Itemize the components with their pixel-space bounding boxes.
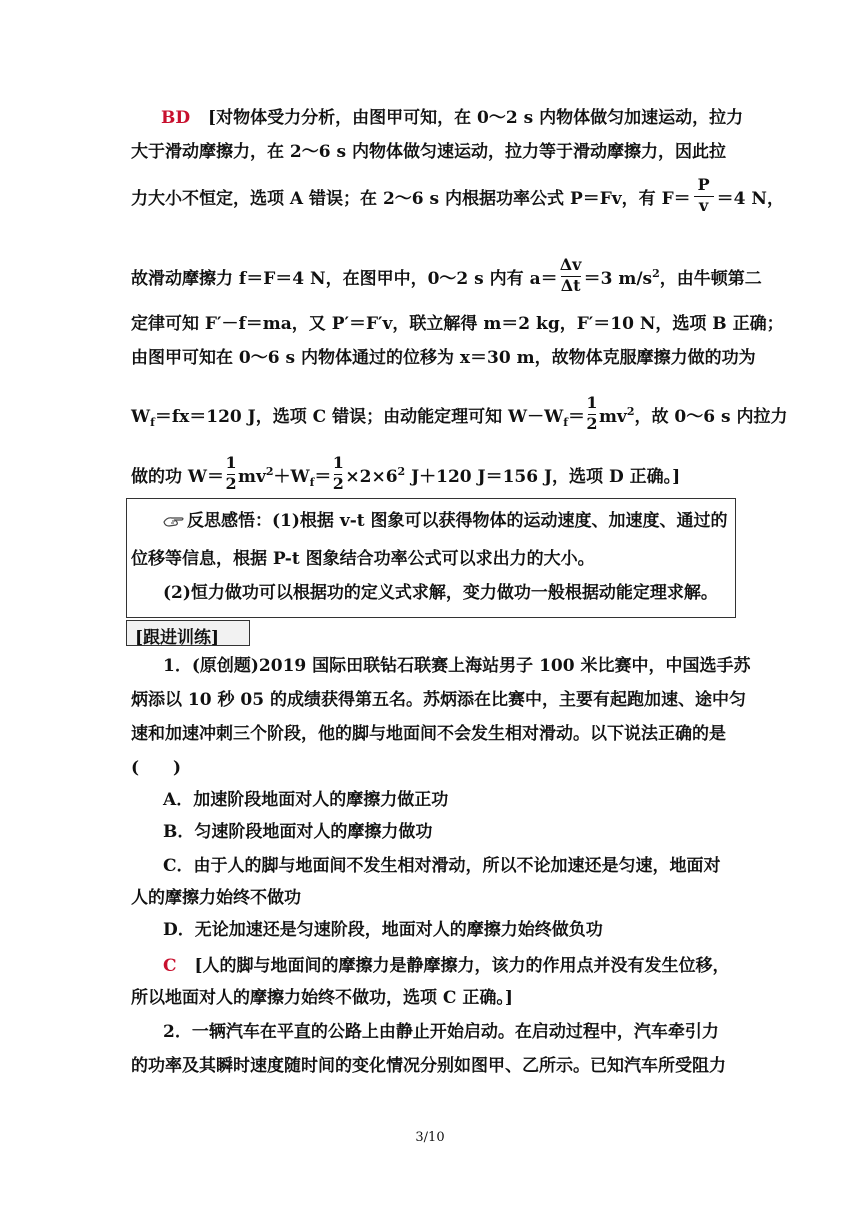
solution-line-3: 力大小不恒定，选项 A 错误；在 2～6 s 内根据功率公式 P＝Fv，有 F＝ $\frac{P}{v}$ ＝4 N， — [131, 175, 784, 215]
option-c-line-2: 人的摩擦力始终不做功 — [131, 888, 301, 908]
question-1-solution-line-1: C [人的脚与地面间的摩擦力是静摩擦力，该力的作用点并没有发生位移， — [163, 956, 730, 976]
solution-line-4: 故滑动摩擦力 f＝F＝4 N，在图甲中，0～2 s 内有 a＝ $\frac{\Delta v}{\Delta t}$ ＝3 $m/s^2$，由牛顿第二 — [131, 255, 762, 295]
fraction-one-half: $\frac{1}{2}$ — [332, 453, 344, 493]
question-1-line-1: 1．(原创题)2019 国际田联钻石联赛上海站男子 100 米比赛中，中国选手苏 — [163, 656, 751, 676]
follow-up-training-tag: [跟进训练] — [126, 620, 250, 646]
question-2-line-1: 2．一辆汽车在平直的公路上由静止开始启动。在启动过程中，汽车牵引力 — [163, 1022, 719, 1042]
solution-line-1: BD [对物体受力分析，由图甲可知，在 0～2 s 内物体做匀加速运动，拉力 — [161, 108, 744, 128]
question-1-answer-blank: ( ) — [131, 758, 182, 778]
option-d: D．无论加速还是匀速阶段，地面对人的摩擦力始终做负功 — [163, 920, 603, 940]
reflection-line-1: 反思感悟：(1)根据 v-t 图象可以获得物体的运动速度、加速度、通过的 — [163, 511, 728, 531]
reflection-line-2: 位移等信息，根据 P-t 图象结合功率公式可以求出力的大小。 — [131, 549, 595, 569]
solution-line-8: 做的功 W＝ $\frac{1}{2}$ $mv^2+W_f=$ $\frac{1}{2}$ $\times 2\times 6^2$ J＋120 J＝156 J，选项 D 正确。] — [131, 453, 681, 493]
fraction-one-half: $\frac{1}{2}$ — [586, 393, 598, 433]
question-2-line-2: 的功率及其瞬时速度随时间的变化情况分别如图甲、乙所示。已知汽车所受阻力 — [131, 1056, 726, 1076]
reflection-box — [126, 498, 736, 618]
pointing-hand-icon — [163, 515, 185, 529]
solution-line-2: 大于滑动摩擦力，在 2～6 s 内物体做匀速运动，拉力等于滑动摩擦力，因此拉 — [131, 142, 726, 162]
solution-line-6: 由图甲可知在 0～6 s 内物体通过的位移为 x＝30 m，故物体克服摩擦力做的功为 — [131, 348, 756, 368]
answer-label: BD — [161, 108, 191, 128]
fraction-p-over-v: $\frac{P}{v}$ — [692, 176, 716, 216]
option-b: B．匀速阶段地面对人的摩擦力做功 — [163, 822, 433, 842]
answer-label: C — [163, 956, 177, 976]
option-c-line-1: C．由于人的脚与地面间不发生相对滑动，所以不论加速还是匀速，地面对 — [163, 856, 721, 876]
reflection-line-3: (2)恒力做功可以根据功的定义式求解，变力做功一般根据动能定理求解。 — [163, 583, 718, 603]
fraction-one-half: $\frac{1}{2}$ — [225, 453, 237, 493]
solution-line-7: $W_f=fx=120$ J，选项 C 错误；由动能定理可知 $W-W_f=$ $\frac{1}{2}$ $mv^2$，故 0～6 s 内拉力 — [131, 393, 788, 433]
question-1-line-2: 炳添以 10 秒 05 的成绩获得第五名。苏炳添在比赛中，主要有起跑加速、途中匀 — [131, 690, 746, 710]
fraction-dv-over-dt: $\frac{\Delta v}{\Delta t}$ — [559, 255, 582, 295]
option-a: A．加速阶段地面对人的摩擦力做正功 — [163, 790, 449, 810]
question-1-solution-line-2: 所以地面对人的摩擦力始终不做功，选项 C 正确。] — [131, 988, 513, 1008]
question-1-line-3: 速和加速冲刺三个阶段，他的脚与地面间不会发生相对滑动。以下说法正确的是 — [131, 724, 726, 744]
solution-line-5: 定律可知 F′－f＝ma，又 P′＝F′v，联立解得 m＝2 kg，F′＝10 N，选项 B 正确； — [131, 314, 784, 334]
page-number: 3/10 — [415, 1130, 445, 1145]
